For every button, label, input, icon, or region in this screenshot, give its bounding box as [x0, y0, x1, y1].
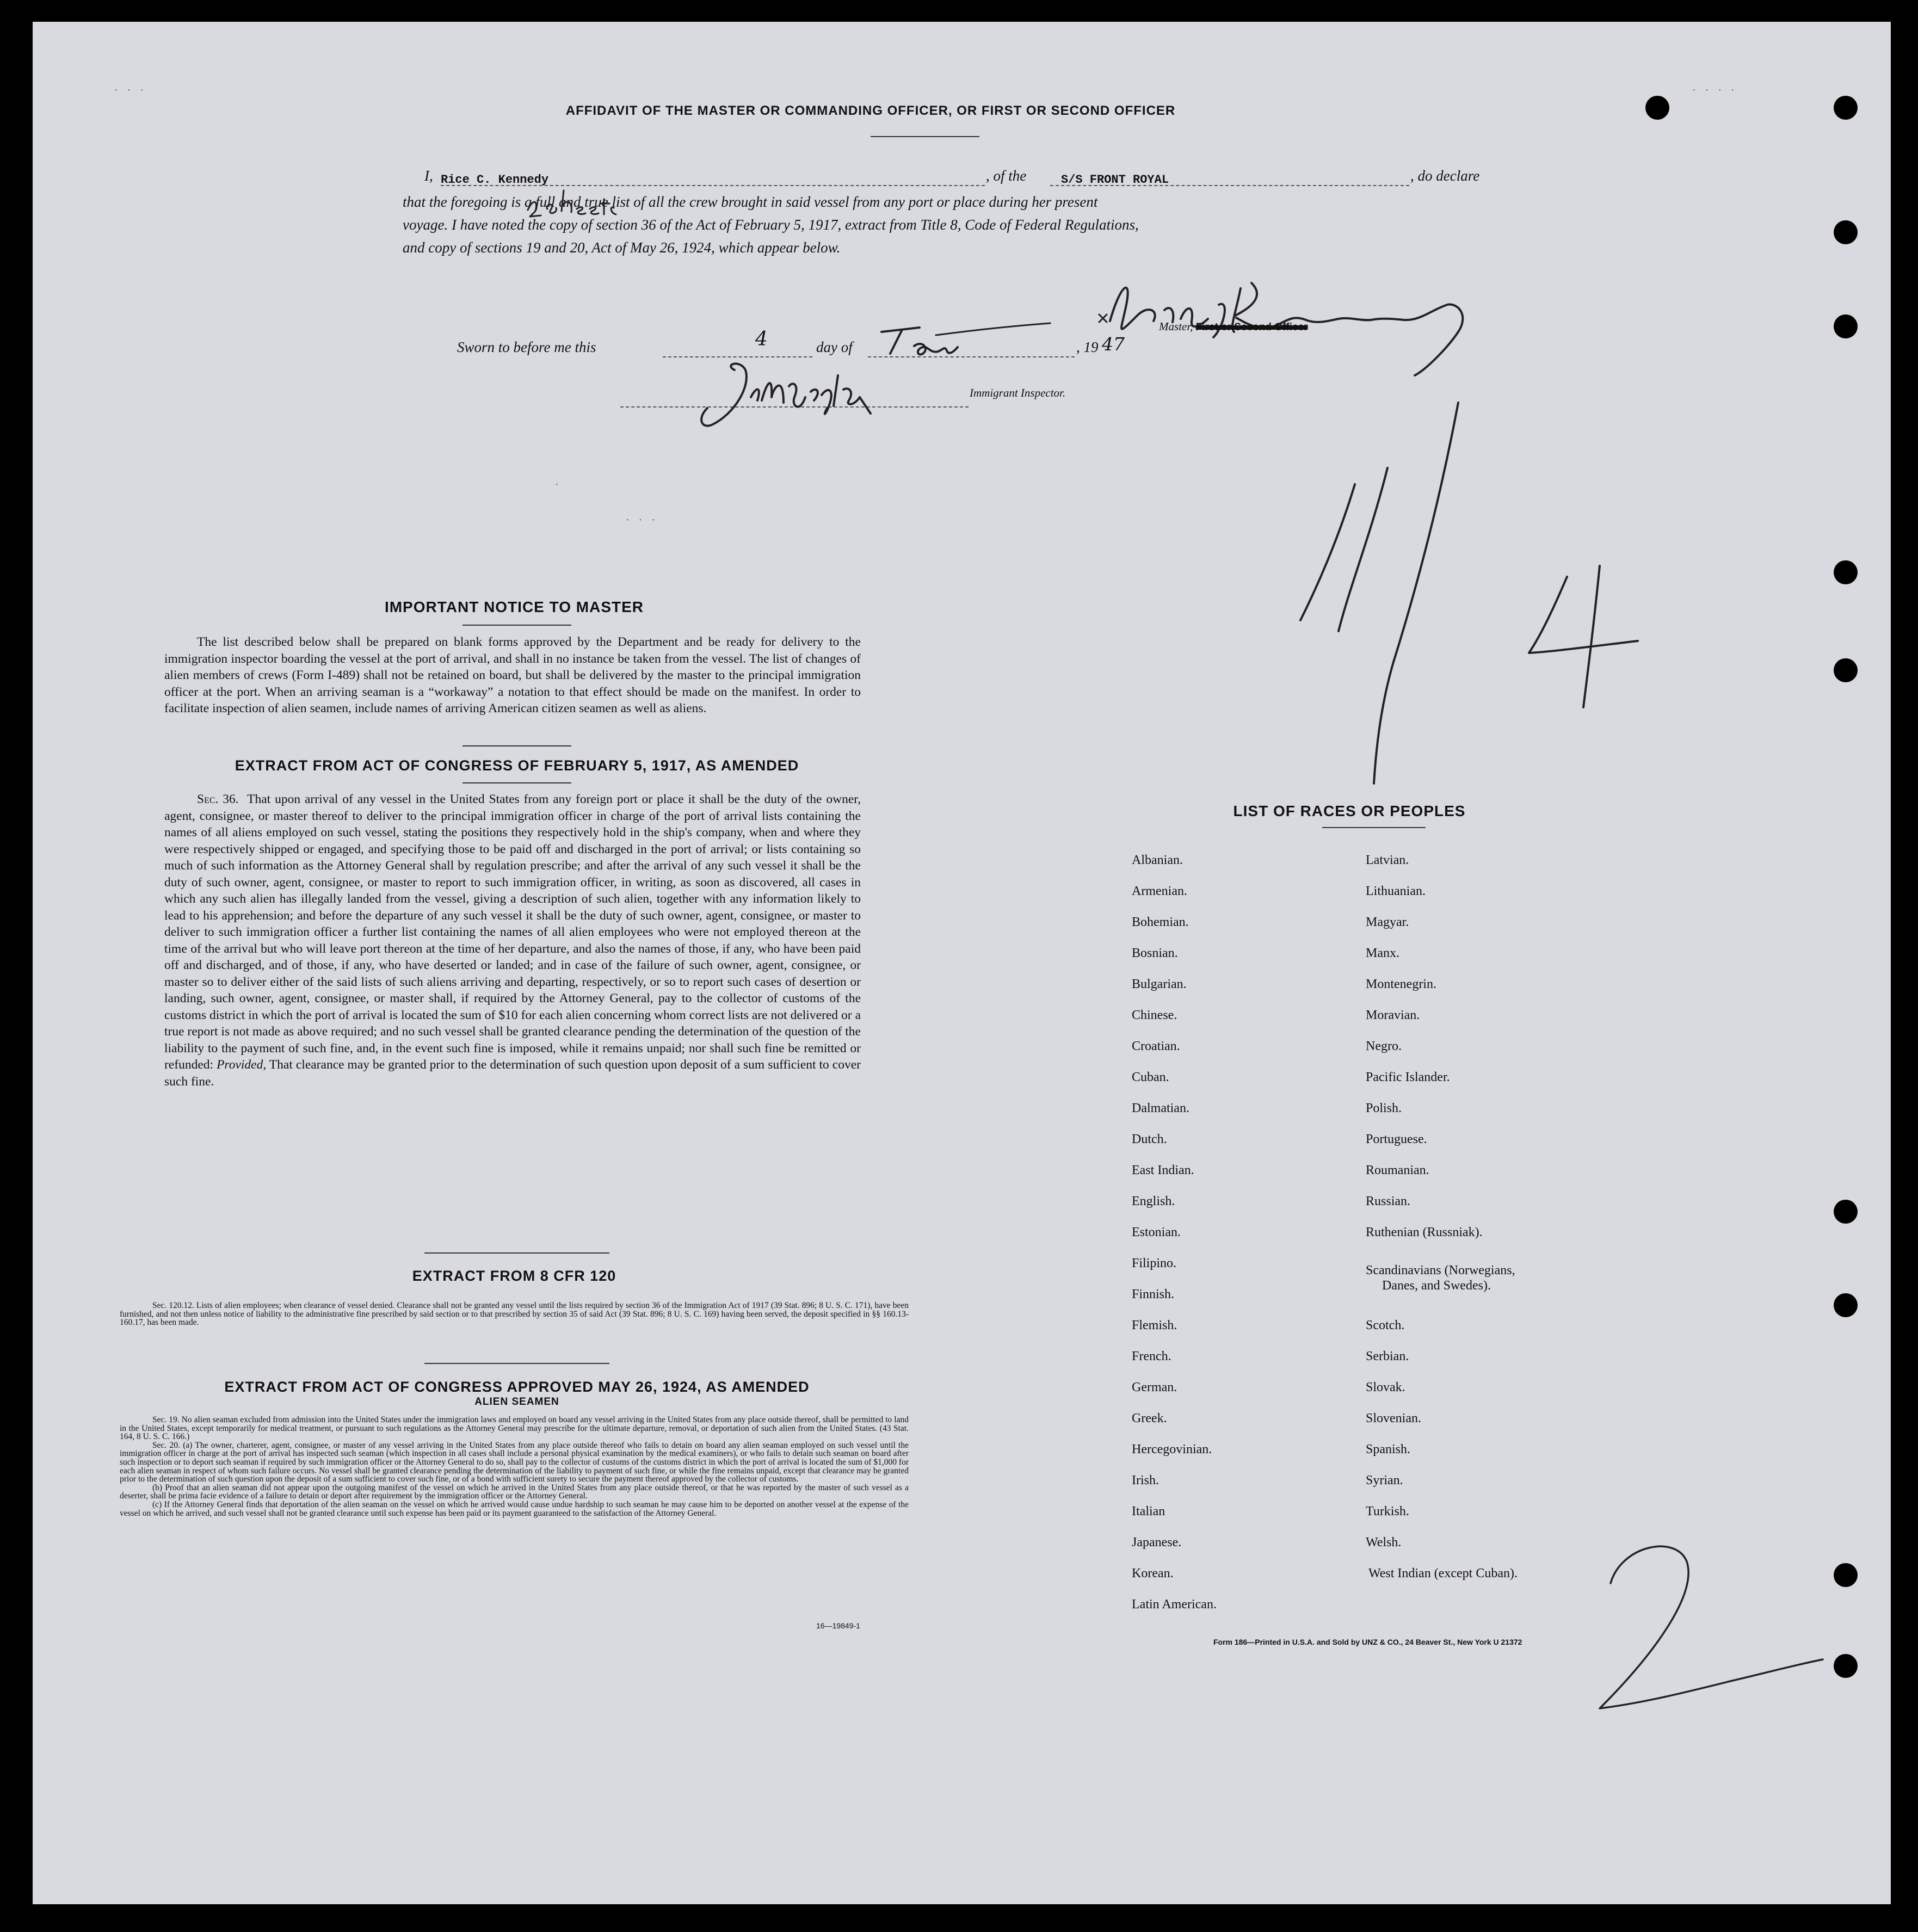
race-item: Bohemian.: [1132, 915, 1189, 929]
race-item: West Indian (except Cuban).: [1368, 1566, 1518, 1581]
race-item: Magyar.: [1366, 915, 1409, 929]
race-item: Armenian.: [1132, 884, 1187, 898]
year-prefix: , 19: [1076, 339, 1099, 355]
title-rule: [871, 136, 979, 137]
day-of-label: day of: [816, 339, 853, 355]
struck-title: First or Second Officer: [1195, 322, 1308, 333]
race-item: German.: [1132, 1380, 1177, 1394]
section-36-label: Sec. 36.: [197, 792, 239, 806]
races-rule: [1322, 827, 1426, 828]
race-item: Serbian.: [1366, 1349, 1409, 1363]
page-number-handwriting: [1567, 1523, 1850, 1741]
affidavit-title: AFFIDAVIT OF THE MASTER OR COMMANDING OFFICER, OR FIRST OR SECOND OFFICER: [565, 103, 1176, 118]
race-item: Syrian.: [1366, 1473, 1403, 1487]
race-item: Korean.: [1132, 1566, 1174, 1581]
race-item: Negro.: [1366, 1039, 1402, 1053]
scan-speck: ·: [555, 479, 562, 491]
race-item: Latvian.: [1366, 853, 1409, 867]
master-caption-label: Master,: [1159, 320, 1193, 333]
section-rule: [462, 745, 571, 746]
race-item: Bosnian.: [1132, 946, 1178, 960]
race-item: English.: [1132, 1194, 1175, 1208]
vessel-blank: [1050, 168, 1409, 186]
provided-word: Provided,: [217, 1058, 267, 1072]
extract-1924-title: EXTRACT FROM ACT OF CONGRESS APPROVED MAY 26, 1924, AS AMENDED: [224, 1379, 810, 1395]
punch-hole: [1834, 560, 1858, 584]
punch-hole: [1834, 658, 1858, 682]
race-item: Cuban.: [1132, 1070, 1169, 1084]
race-item: Lithuanian.: [1366, 884, 1426, 898]
punch-hole: [1834, 1563, 1858, 1587]
notice-body: The list described below shall be prepared on blank forms approved by the Department and be ready for delivery to the immigration inspector boarding the vessel at the port of arrival, and shall in no instance be taken from the vessel. The list of changes of alien members of crews (Form I-489) shall not be retained on board, but shall be delivered by the master to the principal immigration officer at the port. When an arriving seaman is a “workaway” a notation to that effect should be made on the manifest. In order to facilitate inspection of alien seamen, include names of arriving American citizen seamen as well as aliens.: [164, 635, 861, 715]
section-rule: [424, 1252, 609, 1254]
race-item: Croatian.: [1132, 1039, 1180, 1053]
race-item: Roumanian.: [1366, 1163, 1429, 1177]
race-item-continuation: Danes, and Swedes).: [1382, 1279, 1491, 1293]
punch-hole: [1834, 1293, 1858, 1317]
race-item: Finnish.: [1132, 1287, 1175, 1301]
extract-1917-title: EXTRACT FROM ACT OF CONGRESS OF FEBRUARY 5, 1917, AS AMENDED: [235, 757, 799, 774]
inspector-signature: [691, 354, 920, 435]
punch-hole: [1834, 96, 1858, 120]
alien-seamen-subtitle: ALIEN SEAMEN: [474, 1396, 559, 1408]
section-36-end: That clearance may be granted prior to the determination of such question upon deposit of a sum sufficient to cover such fine.: [164, 1058, 861, 1089]
race-item: Ruthenian (Russniak).: [1366, 1225, 1483, 1239]
race-item: Manx.: [1366, 946, 1399, 960]
form-footer: Form 186—Printed in U.S.A. and Sold by UNZ & CO., 24 Beaver St., New York U 21372: [1213, 1638, 1522, 1646]
race-item: Italian: [1132, 1504, 1165, 1519]
affidavit-line: voyage. I have noted the copy of section 36 of the Act of February 5, 1917, extract from Title 8, Code of Federal Regulations,: [403, 217, 1139, 233]
race-item: Welsh.: [1366, 1535, 1402, 1550]
affidavit-line: that the foregoing is a full and true list of all the crew brought in said vessel from any port or place during her present: [403, 194, 1098, 210]
race-item: Turkish.: [1366, 1504, 1409, 1519]
race-item: Filipino.: [1132, 1256, 1177, 1270]
section-36-body: That upon arrival of any vessel in the United States from any foreign port or place it shall be the duty of the owner, agent, consignee, or master thereof to deliver to the principal immigration officer in charge of the port of arrival lists containing the names of all aliens employed on such vessel, stating the positions they respectively hold in the ship's company, when and where they were respectively shipped or engaged, and specifying those to be paid off and discharged in the port of arrival; or lists containing so much of such information as the Attorney General shall by regulation prescribe; and after the arrival of any such vessel it shall be the duty of such owner, agent, consignee, or master to report to such immigration officer, in writing, as soon as discovered, all cases in which any such alien has illegally landed from the vessel, giving a description of such alien, together with any information likely to lead to his apprehension; and before the departure of any such vessel it shall be the duty of such owner, agent, consignee, or master to deliver to such immigration officer a further list containing the names of all alien employees who were not employed thereon at the time of the arrival but who will leave port thereon at the time of her departure, and also the names of those, if any, who have been paid off and discharged, and of those, if any, who have deserted or landed; and in case of the failure of such owner, agent, consignee, or master so to deliver either of the said lists of such aliens arriving and departing, respectively, or so to report such cases of desertion or landing, such owner, agent, consignee, or master shall, if required by the Attorney General, pay to the collector of customs of the customs district in which the port of arrival is located the sum of $10 for each alien concerning whom correct lists are not delivered or a true report is not made as above required; and no such vessel shall be granted clearance pending the determination of the question of the liability to the payment of such fine, and, in the event such fine is imposed, while it remains unpaid; nor shall such fine be remitted or refunded:: [164, 792, 861, 1072]
race-item: Latin American.: [1132, 1597, 1217, 1612]
master-name: Rice C. Kennedy: [441, 173, 549, 187]
section-36-text: [164, 791, 861, 1090]
master-caption: [1159, 320, 1308, 334]
scan-speck: · · ·: [114, 84, 147, 96]
section-20a-text: Sec. 20. (a) The owner, charterer, agent, consignee, or master of any vessel arriving in the United States from any place outside thereof who fails to detain on board any alien seaman employed on such vessel until the immigration officer in charge at the port of arrival has inspected such seaman (which inspection in all cases shall include a personal physical examination by the medical examiners), or who fails to detain such seaman on board after such inspection or to deport such seaman if required by such immigration officer or the Attorney General to do so, shall pay to the collector of customs of the customs district in which the port of arrival is located the sum of $1,000 for each alien seaman in respect of whom such failure occurs. No vessel shall be granted clearance pending the determination of the liability to payment of such fine, or while the fine remains unpaid, except that clearance may be granted prior to the determination of such question upon the deposit of a sum sufficient to cover such fine, or of a bond with sufficient surety to secure the payment thereof approved by the collector of customs.: [120, 1440, 909, 1484]
extract-1924-body: [120, 1416, 909, 1517]
race-item: Chinese.: [1132, 1008, 1177, 1022]
form-code: 16—19849-1: [816, 1621, 860, 1630]
race-item: Irish.: [1132, 1473, 1159, 1487]
section-20b-text: (b) Proof that an alien seaman did not appear upon the outgoing manifest of the vessel on which he arrived in the United States from any place outside thereof, or that he was reported by the master of such vessel as a deserter, shall be prima facie evidence of a failure to detain or deport after requirement by the immigration officer or the Attorney General.: [120, 1483, 909, 1501]
punch-hole: [1834, 1200, 1858, 1224]
race-item: Dalmatian.: [1132, 1101, 1189, 1115]
sworn-year: 47: [1102, 334, 1125, 355]
punch-hole: [1834, 1654, 1858, 1678]
of-the-label: , of the: [986, 168, 1027, 184]
race-item: East Indian.: [1132, 1163, 1194, 1177]
inspector-caption: Immigrant Inspector.: [970, 386, 1066, 399]
race-item: Moravian.: [1366, 1008, 1420, 1022]
sheets-handwriting: [522, 177, 620, 232]
race-item: Albanian.: [1132, 853, 1183, 867]
race-item: Pacific Islander.: [1366, 1070, 1450, 1084]
race-item: Bulgarian.: [1132, 977, 1187, 991]
race-item: Scotch.: [1366, 1318, 1405, 1332]
race-item: Polish.: [1366, 1101, 1402, 1115]
punch-hole: [1834, 220, 1858, 244]
document-page: [33, 22, 1891, 1904]
race-item: Hercegovinian.: [1132, 1442, 1212, 1456]
extract-cfr-title: EXTRACT FROM 8 CFR 120: [412, 1268, 616, 1284]
cfr-body: Sec. 120.12. Lists of alien employees; when clearance of vessel denied. Clearance shall not be granted any vessel until the lists required by section 36 of the Immigration Act of 1917 (39 Stat. 896; 8 U. S. C. 171), have been furnished, and not then unless notice of liability to the administrative fine prescribed by said section or to that prescribed by section 35 of said Act (39 Stat. 896; 8 U. S. C. 169) having been served, the deposit specified in §§ 160.13-160.17, has been made.: [120, 1301, 909, 1328]
punch-hole: [1834, 314, 1858, 338]
do-declare-label: , do declare: [1410, 168, 1480, 184]
races-title: LIST OF RACES OR PEOPLES: [1233, 803, 1466, 819]
race-item: Estonian.: [1132, 1225, 1181, 1239]
pronoun-label: I,: [424, 168, 433, 184]
scan-speck: · · ·: [626, 514, 658, 526]
section-rule: [424, 1363, 609, 1364]
notice-title: IMPORTANT NOTICE TO MASTER: [384, 598, 644, 615]
race-item: Slovenian.: [1366, 1411, 1421, 1425]
notice-rule: [462, 625, 571, 626]
sworn-label: Sworn to before me this: [457, 339, 596, 355]
vessel-name: S/S FRONT ROYAL: [1061, 173, 1169, 187]
section-rule: [462, 782, 571, 783]
section-19-text: Sec. 19. No alien seaman excluded from admission into the United States under the immigration laws and employed on board any vessel arriving in the United States from any place outside thereof, shall be permitted to land in the United States, except temporarily for medical treatment, or pursuant to such regulations as the Attorney General may prescribe for the ultimate departure, removal, or deportation of such alien from the United States. (43 Stat. 164, 8 U. S. C. 166.): [120, 1415, 909, 1442]
punch-hole: [1645, 96, 1669, 120]
race-item: Dutch.: [1132, 1132, 1167, 1146]
race-item: Flemish.: [1132, 1318, 1177, 1332]
sworn-day: 4: [755, 328, 768, 350]
race-item: Montenegrin.: [1366, 977, 1436, 991]
race-item: Russian.: [1366, 1194, 1411, 1208]
race-item: Scandinavians (Norwegians,: [1366, 1263, 1515, 1277]
race-item: French.: [1132, 1349, 1171, 1363]
affidavit-line: and copy of sections 19 and 20, Act of May 26, 1924, which appear below.: [403, 239, 841, 256]
race-item: Greek.: [1132, 1411, 1167, 1425]
section-20c-text: (c) If the Attorney General finds that deportation of the alien seaman on the vessel on which he arrived would cause undue hardship to such seaman he may cause him to be deported on another vessel at the expense of the vessel on which he arrived, and such vessel shall not be granted clearance until such expense has been paid or its payment guaranteed to the satisfaction of the Attorney General.: [120, 1499, 909, 1518]
race-item: Portuguese.: [1366, 1132, 1427, 1146]
race-item: Spanish.: [1366, 1442, 1411, 1456]
large-handwritten-mark: [1257, 381, 1670, 816]
race-item: Slovak.: [1366, 1380, 1405, 1394]
scan-speck: · · · ·: [1692, 84, 1738, 96]
race-item: Japanese.: [1132, 1535, 1182, 1550]
